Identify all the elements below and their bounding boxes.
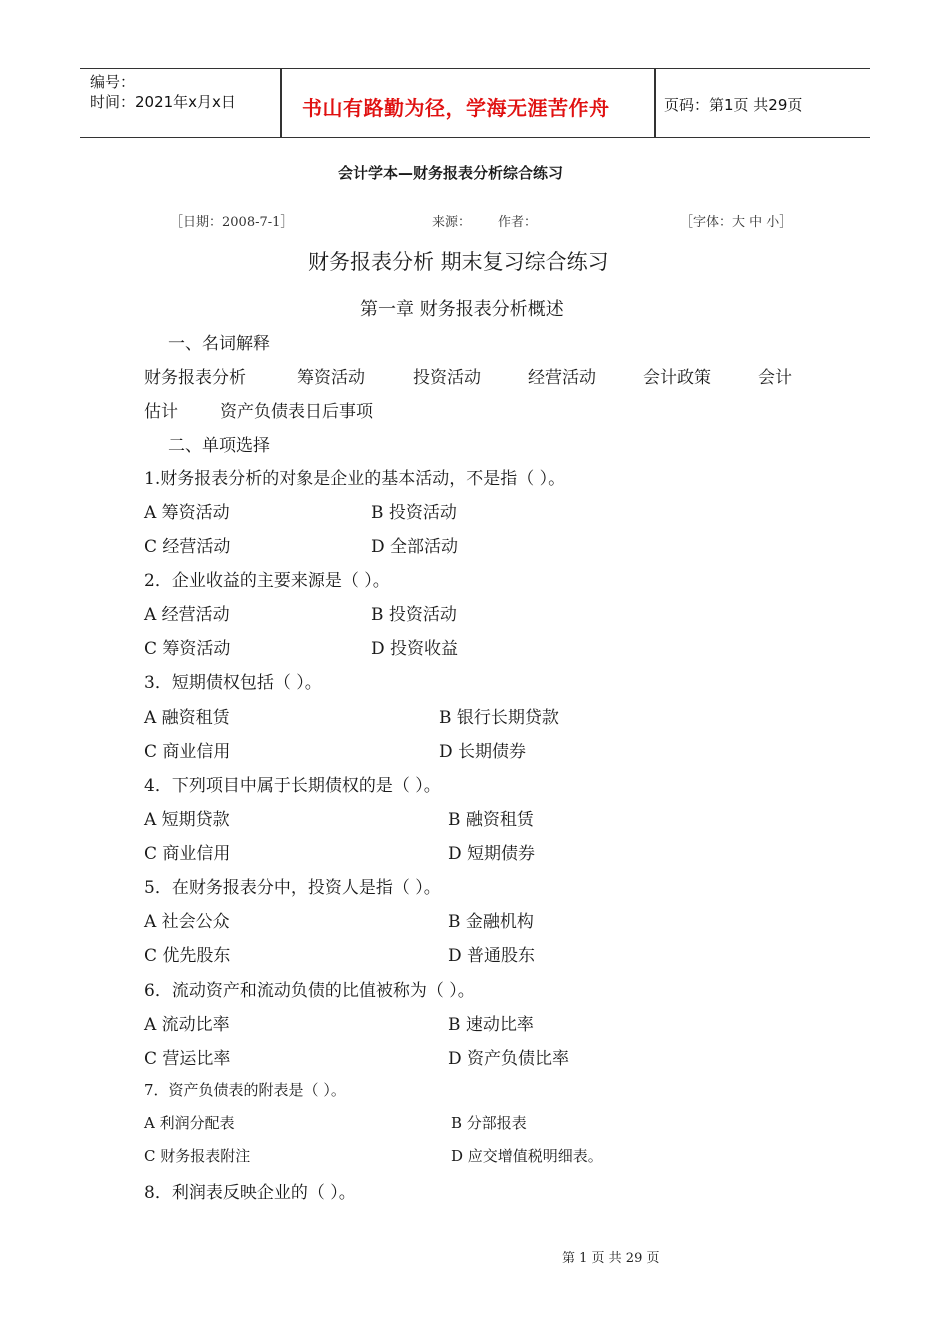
option: B 分部报表	[451, 1114, 527, 1132]
doc-source: 来源：	[432, 215, 472, 230]
header-table	[80, 68, 870, 138]
page-label: 页码：第1页 共29页	[664, 96, 803, 114]
header-divider	[280, 69, 282, 137]
header-divider	[654, 69, 656, 137]
option: C 营运比率	[144, 1049, 231, 1069]
motto: 书山有路勤为径，学海无涯苦作舟	[302, 96, 610, 120]
option: D 普通股东	[448, 946, 536, 966]
option: A 利润分配表	[144, 1114, 235, 1132]
question: 7．资产负债表的附表是（ ）。	[144, 1081, 346, 1099]
number-label: 编号：	[90, 73, 136, 91]
option: D 资产负债比率	[448, 1049, 570, 1069]
font-size-switch[interactable]: ［字体：大 中 小］	[680, 215, 793, 230]
option: A 融资租赁	[144, 708, 230, 728]
question: 5．在财务报表分中，投资人是指（ ）。	[144, 878, 441, 898]
option: D 全部活动	[371, 537, 459, 557]
doc-author: 作者：	[498, 215, 538, 230]
section-title: 一、名词解释	[168, 334, 270, 354]
option: C 经营活动	[144, 537, 231, 557]
option: B 速动比率	[448, 1015, 534, 1035]
term: 经营活动	[528, 368, 596, 388]
chapter-heading: 第一章 财务报表分析概述	[360, 299, 564, 320]
option: D 投资收益	[371, 639, 459, 659]
page-footer: 第 1 页 共 29 页	[562, 1251, 660, 1266]
option: A 社会公众	[144, 912, 230, 932]
term: 财务报表分析	[144, 368, 246, 388]
question: 2．企业收益的主要来源是（ ）。	[144, 571, 390, 591]
option: B 银行长期贷款	[439, 708, 559, 728]
option: B 投资活动	[371, 605, 457, 625]
term: 会计	[758, 368, 792, 388]
option: B 投资活动	[371, 503, 457, 523]
term: 投资活动	[413, 368, 481, 388]
doc-title: 会计学本—财务报表分析综合练习	[338, 164, 564, 182]
question: 4．下列项目中属于长期债权的是（ ）。	[144, 776, 441, 796]
question: 8．利润表反映企业的（ ）。	[144, 1183, 356, 1203]
option: B 融资租赁	[448, 810, 534, 830]
term: 筹资活动	[297, 368, 365, 388]
option: B 金融机构	[448, 912, 534, 932]
term: 会计政策	[643, 368, 711, 388]
question: 1.财务报表分析的对象是企业的基本活动，不是指（ ）。	[144, 469, 566, 489]
option: C 财务报表附注	[144, 1147, 251, 1165]
question: 3．短期债权包括（ ）。	[144, 673, 322, 693]
doc-date: ［日期：2008-7-1］	[170, 215, 294, 230]
option: C 优先股东	[144, 946, 231, 966]
section-title: 二、单项选择	[168, 436, 270, 456]
option: D 短期债券	[448, 844, 536, 864]
option: D 长期债券	[439, 742, 527, 762]
option: A 短期贷款	[144, 810, 230, 830]
time-label: 时间：2021年x月x日	[90, 93, 236, 111]
option: C 筹资活动	[144, 639, 231, 659]
question: 6．流动资产和流动负债的比值被称为（ ）。	[144, 981, 475, 1001]
option: C 商业信用	[144, 844, 231, 864]
option: A 经营活动	[144, 605, 230, 625]
main-heading: 财务报表分析 期末复习综合练习	[308, 250, 609, 274]
option: A 筹资活动	[144, 503, 230, 523]
option: D 应交增值税明细表。	[451, 1147, 603, 1165]
term: 资产负债表日后事项	[220, 402, 373, 422]
option: C 商业信用	[144, 742, 231, 762]
option: A 流动比率	[144, 1015, 230, 1035]
term: 估计	[144, 402, 178, 422]
